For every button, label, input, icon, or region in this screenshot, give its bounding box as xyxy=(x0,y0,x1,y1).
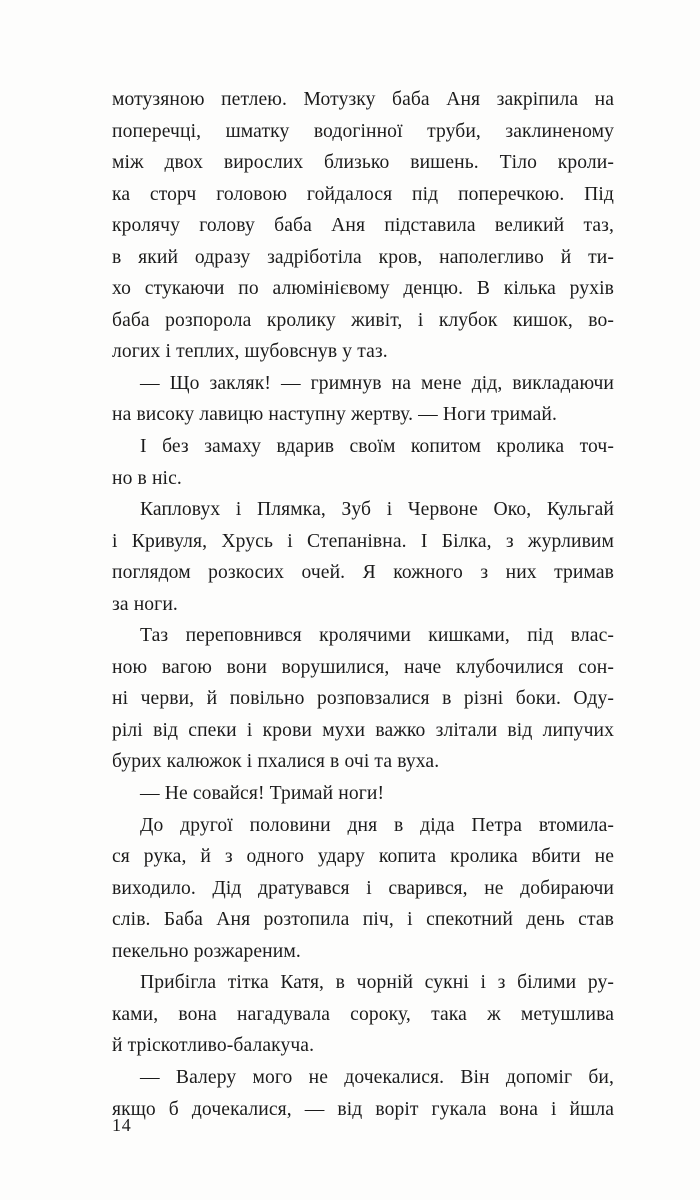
text-line: логих і теплих, шубовснув у таз. xyxy=(112,341,388,363)
text-line: ною вагою вони ворушилися, наче клубочилися сон- xyxy=(112,656,614,678)
text-line: но в ніс. xyxy=(112,467,182,489)
text-line: Прибігла тітка Катя, в чорній сукні і з білими ру- xyxy=(140,972,614,994)
text-line: ся рука, й з одного удару копита кролика вбити не xyxy=(112,846,614,868)
page-number: 14 xyxy=(112,1115,132,1135)
page-text-block xyxy=(112,84,614,1125)
text-line: баба розпорола кролику живіт, і клубок кишок, во- xyxy=(112,309,614,331)
text-line: слів. Баба Аня розтопила піч, і спекотний день став xyxy=(112,909,614,931)
text-line: Капловух і Плямка, Зуб і Червоне Око, Кульгай xyxy=(140,499,614,521)
text-line: ками, вона нагадувала сороку, така ж метушлива xyxy=(112,1003,614,1025)
text-line: якщо б дочекалися, — від воріт гукала вона і йшла xyxy=(112,1098,614,1120)
text-line: кролячу голову баба Аня підставила великий таз, xyxy=(112,215,614,237)
paragraph-3 xyxy=(112,431,614,494)
paragraph-8 xyxy=(112,967,614,1062)
text-line: за ноги. xyxy=(112,593,178,615)
text-line: і Кривуля, Хрусь і Степанівна. І Білка, з журливим xyxy=(112,530,614,552)
text-line: на високу лавицю наступну жертву. — Ноги тримай. xyxy=(112,404,557,426)
text-line: рілі від спеки і крови мухи важко злітали від липучих xyxy=(112,719,614,741)
text-line: поглядом розкосих очей. Я кожного з них тримав xyxy=(112,562,614,584)
text-line: в який одразу задріботіла кров, наполегливо й ти- xyxy=(112,246,614,268)
text-line: До другої половини дня в діда Петра втомила- xyxy=(140,814,614,836)
text-line: ка сторч головою гойдалося під поперечкою. Під xyxy=(112,183,614,205)
text-line: хо стукаючи по алюмінієвому денцю. В кілька рухів xyxy=(112,278,614,300)
text-line: поперечці, шматку водогінної труби, заклиненому xyxy=(112,120,614,142)
text-line: бурих калюжок і пхалися в очі та вуха. xyxy=(112,751,440,773)
text-line: мотузяною петлею. Мотузку баба Аня закріпила на xyxy=(112,89,614,110)
paragraph-5 xyxy=(112,620,614,778)
text-line: — Що закляк! — гримнув на мене дід, викладаючи xyxy=(140,372,614,394)
text-line: — Не совайся! Тримай ноги! xyxy=(140,783,385,805)
paragraph-9 xyxy=(112,1062,614,1125)
paragraph-6 xyxy=(112,778,614,810)
text-line: виходило. Дід дратувався і сварився, не добираючи xyxy=(112,877,614,899)
text-line: між двох вирослих близько вишень. Тіло кроли- xyxy=(112,152,614,174)
paragraph-1 xyxy=(112,84,614,368)
text-line: й тріскотливо-балакуча. xyxy=(112,1035,315,1057)
paragraph-4 xyxy=(112,494,614,620)
text-line: І без замаху вдарив своїм копитом кролика точ- xyxy=(140,436,614,458)
text-line: — Валеру мого не дочекалися. Він допоміг би, xyxy=(140,1066,614,1088)
text-line: Таз переповнився кролячими кишками, під влас- xyxy=(140,625,614,647)
paragraph-7 xyxy=(112,810,614,968)
paragraph-2 xyxy=(112,368,614,431)
text-line: пекельно розжареним. xyxy=(112,940,301,962)
text-line: ні черви, й повільно розповзалися в різні боки. Оду- xyxy=(112,688,614,710)
